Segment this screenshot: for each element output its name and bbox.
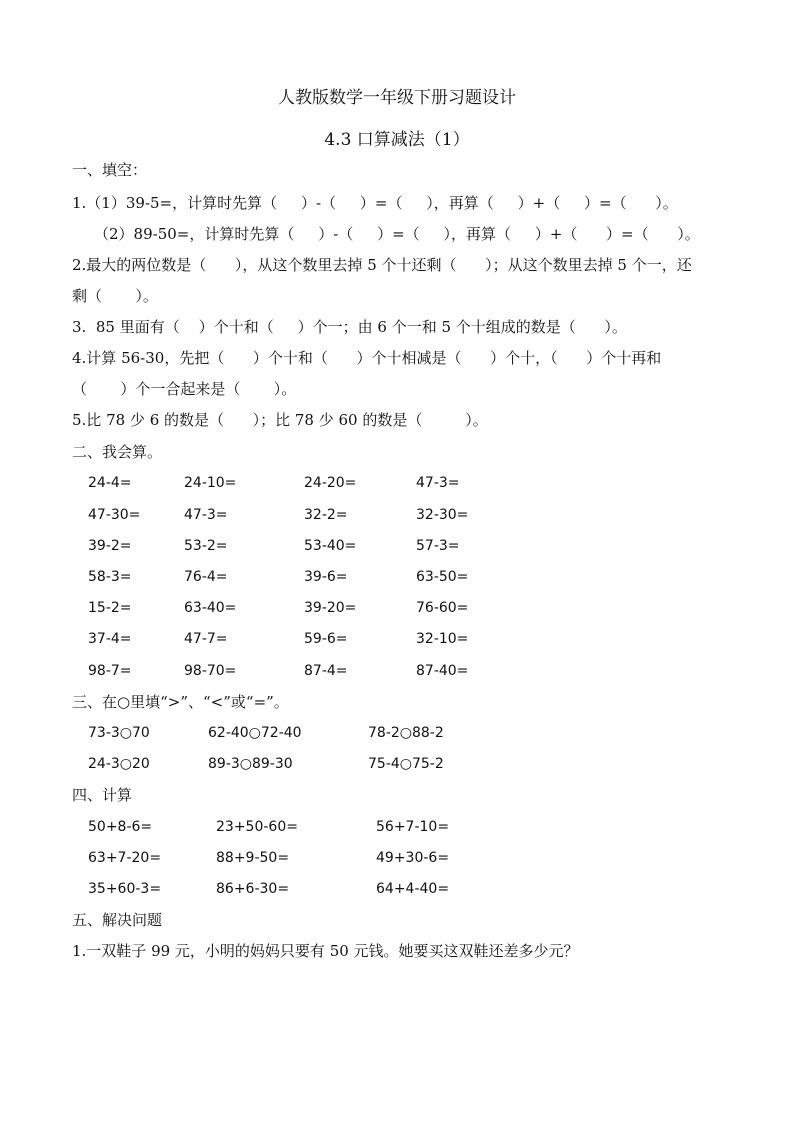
calc-item: 88+9-50=: [216, 850, 290, 866]
exercise-item: 24-4=: [88, 475, 132, 491]
exercise-item: 47-7=: [184, 631, 228, 647]
section-3-heading: 三、在○里填“>”、“<”或“=”。: [72, 693, 289, 711]
compare-item: 73-3○70: [88, 725, 150, 741]
calc-item: 35+60-3=: [88, 881, 162, 897]
exercise-item: 53-2=: [184, 538, 228, 554]
exercise-item: 47-3=: [184, 507, 228, 523]
exercise-item: 76-4=: [184, 569, 228, 585]
fill-blank-line: 3. 85 里面有（ ）个十和（ ）个一；由 6 个一和 5 个十组成的数是（ ）。: [72, 318, 627, 336]
exercise-item: 39-2=: [88, 538, 132, 554]
word-problem: 1.一双鞋子 99 元，小明的妈妈只要有 50 元钱。她要买这双鞋还差多少元？: [72, 942, 579, 960]
exercise-item: 32-10=: [416, 631, 469, 647]
compare-item: 89-3○89-30: [208, 756, 293, 772]
exercise-item: 63-50=: [416, 569, 469, 585]
fill-blank-line: 4.计算 56-30，先把（ ）个十和（ ）个十相减是（ ）个十，（ ）个十再和: [72, 349, 662, 367]
exercise-item: 59-6=: [304, 631, 348, 647]
calc-item: 50+8-6=: [88, 819, 153, 835]
compare-item: 75-4○75-2: [368, 756, 444, 772]
exercise-item: 39-6=: [304, 569, 348, 585]
exercise-item: 57-3=: [416, 538, 460, 554]
fill-blank-line: 剩（ ）。: [72, 287, 158, 305]
exercise-item: 98-70=: [184, 663, 237, 679]
exercise-item: 98-7=: [88, 663, 132, 679]
exercise-item: 63-40=: [184, 600, 237, 616]
fill-blank-line: 1.（1）39-5=，计算时先算（ ）-（ ）=（ ），再算（ ）+（ ）=（ ）。: [72, 194, 678, 212]
fill-blank-line: 2.最大的两位数是（ ），从这个数里去掉 5 个十还剩（ ）；从这个数里去掉 5 个一，还: [72, 256, 692, 274]
exercise-item: 24-20=: [304, 475, 357, 491]
calc-item: 63+7-20=: [88, 850, 162, 866]
exercise-item: 87-40=: [416, 663, 469, 679]
exercise-item: 87-4=: [304, 663, 348, 679]
exercise-item: 37-4=: [88, 631, 132, 647]
exercise-item: 24-10=: [184, 475, 237, 491]
exercise-item: 47-3=: [416, 475, 460, 491]
exercise-item: 58-3=: [88, 569, 132, 585]
compare-item: 24-3○20: [88, 756, 150, 772]
section-5-heading: 五、解决问题: [72, 911, 163, 929]
calc-item: 86+6-30=: [216, 881, 290, 897]
exercise-item: 47-30=: [88, 507, 141, 523]
compare-item: 78-2○88-2: [368, 725, 444, 741]
section-4-heading: 四、计算: [72, 786, 133, 804]
exercise-item: 39-20=: [304, 600, 357, 616]
calc-item: 23+50-60=: [216, 819, 298, 835]
page-title: 人教版数学一年级下册习题设计: [278, 88, 516, 108]
exercise-item: 32-2=: [304, 507, 348, 523]
exercise-item: 32-30=: [416, 507, 469, 523]
fill-blank-line: （ ）个一合起来是（ ）。: [72, 380, 297, 398]
calc-item: 49+30-6=: [376, 850, 450, 866]
fill-blank-line: （2）89-50=，计算时先算（ ）-（ ）=（ ），再算（ ）+（ ）=（ ）。: [94, 225, 700, 243]
page-subtitle: 4.3 口算减法（1）: [324, 130, 470, 150]
fill-blank-line: 5.比 78 少 6 的数是（ ）；比 78 少 60 的数是（ ）。: [72, 411, 488, 429]
calc-item: 64+4-40=: [376, 881, 450, 897]
exercise-item: 53-40=: [304, 538, 357, 554]
exercise-item: 15-2=: [88, 600, 132, 616]
exercise-item: 76-60=: [416, 600, 469, 616]
section-1-heading: 一、填空：: [72, 161, 148, 179]
section-2-heading: 二、我会算。: [72, 443, 163, 461]
calc-item: 56+7-10=: [376, 819, 450, 835]
compare-item: 62-40○72-40: [208, 725, 302, 741]
